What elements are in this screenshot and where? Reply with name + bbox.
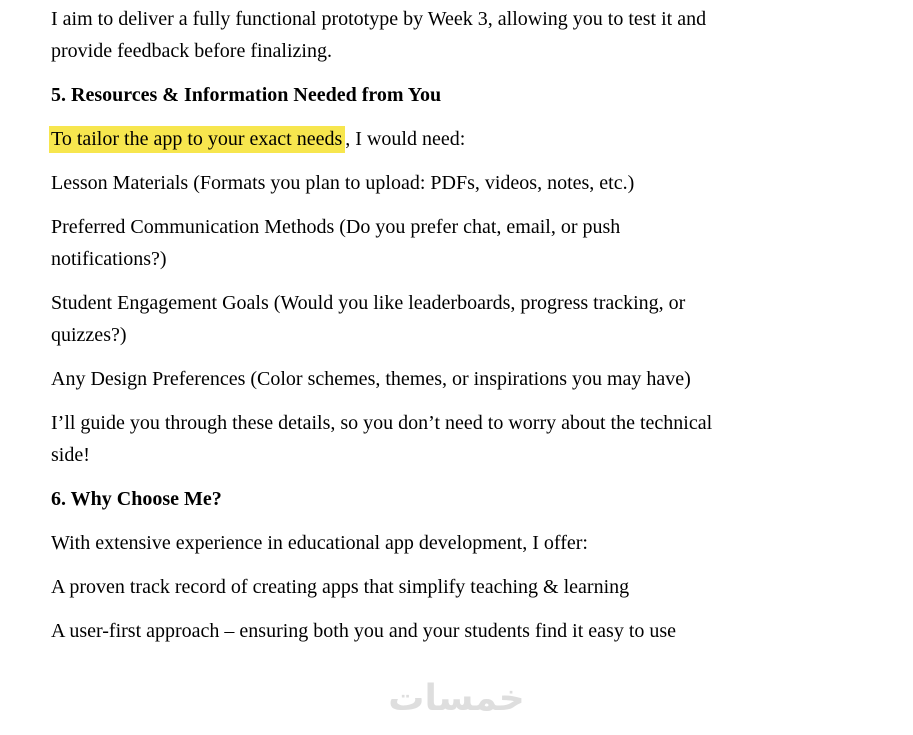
paragraph-experience: With extensive experience in educational app development, I offer: (51, 532, 588, 554)
paragraph-guide-details (51, 407, 891, 471)
section-heading-resources: 5. Resources & Information Needed from You (51, 84, 442, 106)
paragraph-line: provide feedback before finalizing. (51, 40, 332, 62)
paragraph-line: notifications?) (51, 248, 167, 270)
paragraph-text: , I would need: (345, 128, 466, 150)
paragraph-lesson-materials: Lesson Materials (Formats you plan to upload: PDFs, videos, notes, etc.) (51, 172, 635, 194)
paragraph-line: I aim to deliver a fully functional prototype by Week 3, allowing you to test it and (51, 8, 707, 30)
paragraph-design-preferences: Any Design Preferences (Color schemes, themes, or inspirations you may have) (51, 368, 691, 390)
highlighted-text: To tailor the app to your exact needs (49, 126, 345, 153)
paragraph-line: side! (51, 444, 90, 466)
paragraph-line: Student Engagement Goals (Would you like leaderboards, progress tracking, or (51, 292, 686, 314)
paragraph-track-record: A proven track record of creating apps that simplify teaching & learning (51, 576, 630, 598)
paragraph-user-first: A user-first approach – ensuring both you and your students find it easy to use (51, 620, 677, 642)
paragraph-line: I’ll guide you through these details, so you don’t need to worry about the technical (51, 412, 713, 434)
paragraph-line: quizzes?) (51, 324, 127, 346)
document-body (51, 3, 891, 659)
paragraph-tailor-needs (51, 123, 891, 155)
paragraph-communication-methods (51, 211, 891, 275)
section-heading-why-choose-me: 6. Why Choose Me? (51, 488, 222, 510)
paragraph-line: Preferred Communication Methods (Do you prefer chat, email, or push (51, 216, 621, 238)
paragraph-delivery-intro (51, 3, 891, 67)
khamsat-watermark: خمسات (388, 678, 525, 719)
paragraph-engagement-goals (51, 287, 891, 351)
